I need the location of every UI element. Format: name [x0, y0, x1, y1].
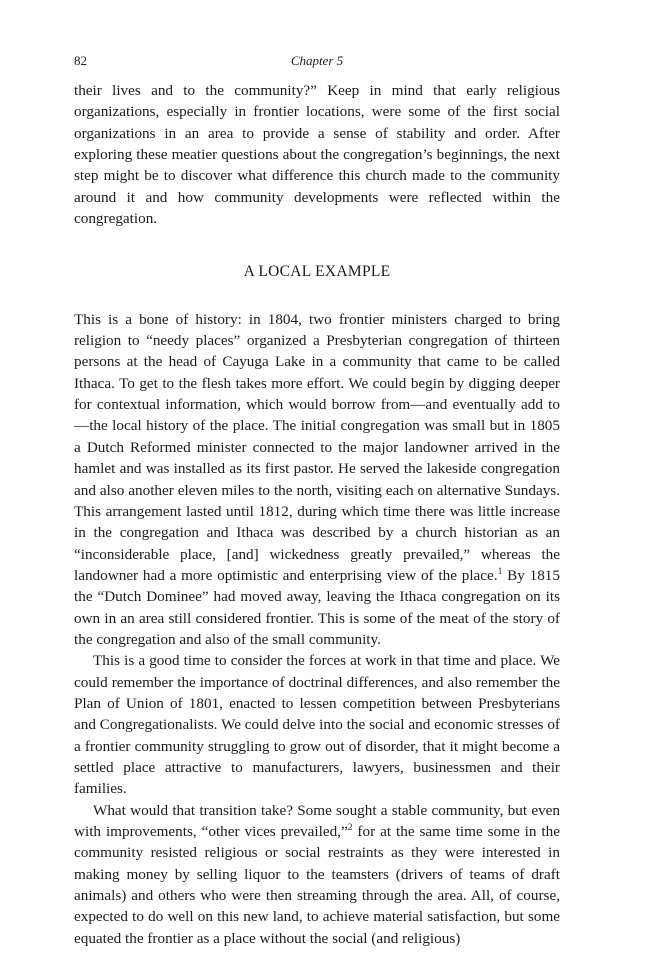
paragraph-3: This is a good time to consider the forces at work in that time and place. We could remember the importance of doctrinal differences, and also remember the Plan of Union of 1801, enacted to lessen competition between Presbyterians and Congregationalists. We could delve into the social and economic stresses of a frontier community struggling to grow out of disorder, that it might become a settled place attractive to manufacturers, lawyers, businessmen and their families. — [74, 652, 560, 798]
paragraph-2-text-continued: By 1815 the “Dutch Dominee” had moved away, leaving the Ithaca congregation on its own in an area still considered frontier. This is some of the meat of the story of the congregation and also of the small community. — [74, 566, 560, 648]
paragraph-1: their lives and to the community?” Keep in mind that early religious organizations, especially in frontier locations, were some of the first social organizations in an area to provide a sense of stability and order. After exploring these meatier questions about the congregation’s beginnings, the next step might be to discover what difference this church made to the community around it and how community developments were reflected within the congregation. — [74, 82, 560, 228]
body-text — [74, 80, 560, 949]
paragraph-2-text: This is a bone of history: in 1804, two frontier ministers charged to bring religion to “needy places” organized a Presbyterian congregation of thirteen persons at the head of Cayuga Lake in a community that came to be called Ithaca. To get to the flesh takes more effort. We could begin by digging deeper for contextual information, which would borrow from—and eventually add to—the local history of the place. The initial congregation was small but in 1805 a Dutch Reformed minister connected to the major landowner arrived in the hamlet and was installed as its first pastor. He served the lakeside congregation and also another eleven miles to the north, visiting each on alternative Sundays. This arrangement lasted until 1812, during which time there was little increase in the congregation and Ithaca was described by a church historian as an “inconsiderable place, [and] wickedness greatly prevailed,” whereas the landowner had a more optimistic and enterprising view of the place. — [74, 310, 560, 584]
paragraph-4-text: What would that transition take? Some sought a stable community, but even with improvements, “other vices prevailed,” — [74, 801, 560, 840]
section-heading: A LOCAL EXAMPLE — [243, 263, 391, 281]
footnote-marker-1[interactable]: 1 — [497, 566, 503, 577]
footnote-marker-2[interactable]: 2 — [347, 823, 353, 833]
paragraph-4 — [74, 800, 560, 949]
page-number: 82 — [74, 53, 87, 68]
chapter-title: Chapter 5 — [290, 53, 344, 68]
paragraph-4-text-continued: for at the same time some in the community resisted religious or social restraints as they were interested in making money by selling liquor to the teamsters (drivers of teams of draft animals) and others who were then streaming through the area. All, of course, expected to do well on this new land, to achieve material satisfaction, but some equated the frontier as a place without the social (and religious) — [74, 823, 560, 947]
paragraph-2 — [74, 309, 560, 651]
